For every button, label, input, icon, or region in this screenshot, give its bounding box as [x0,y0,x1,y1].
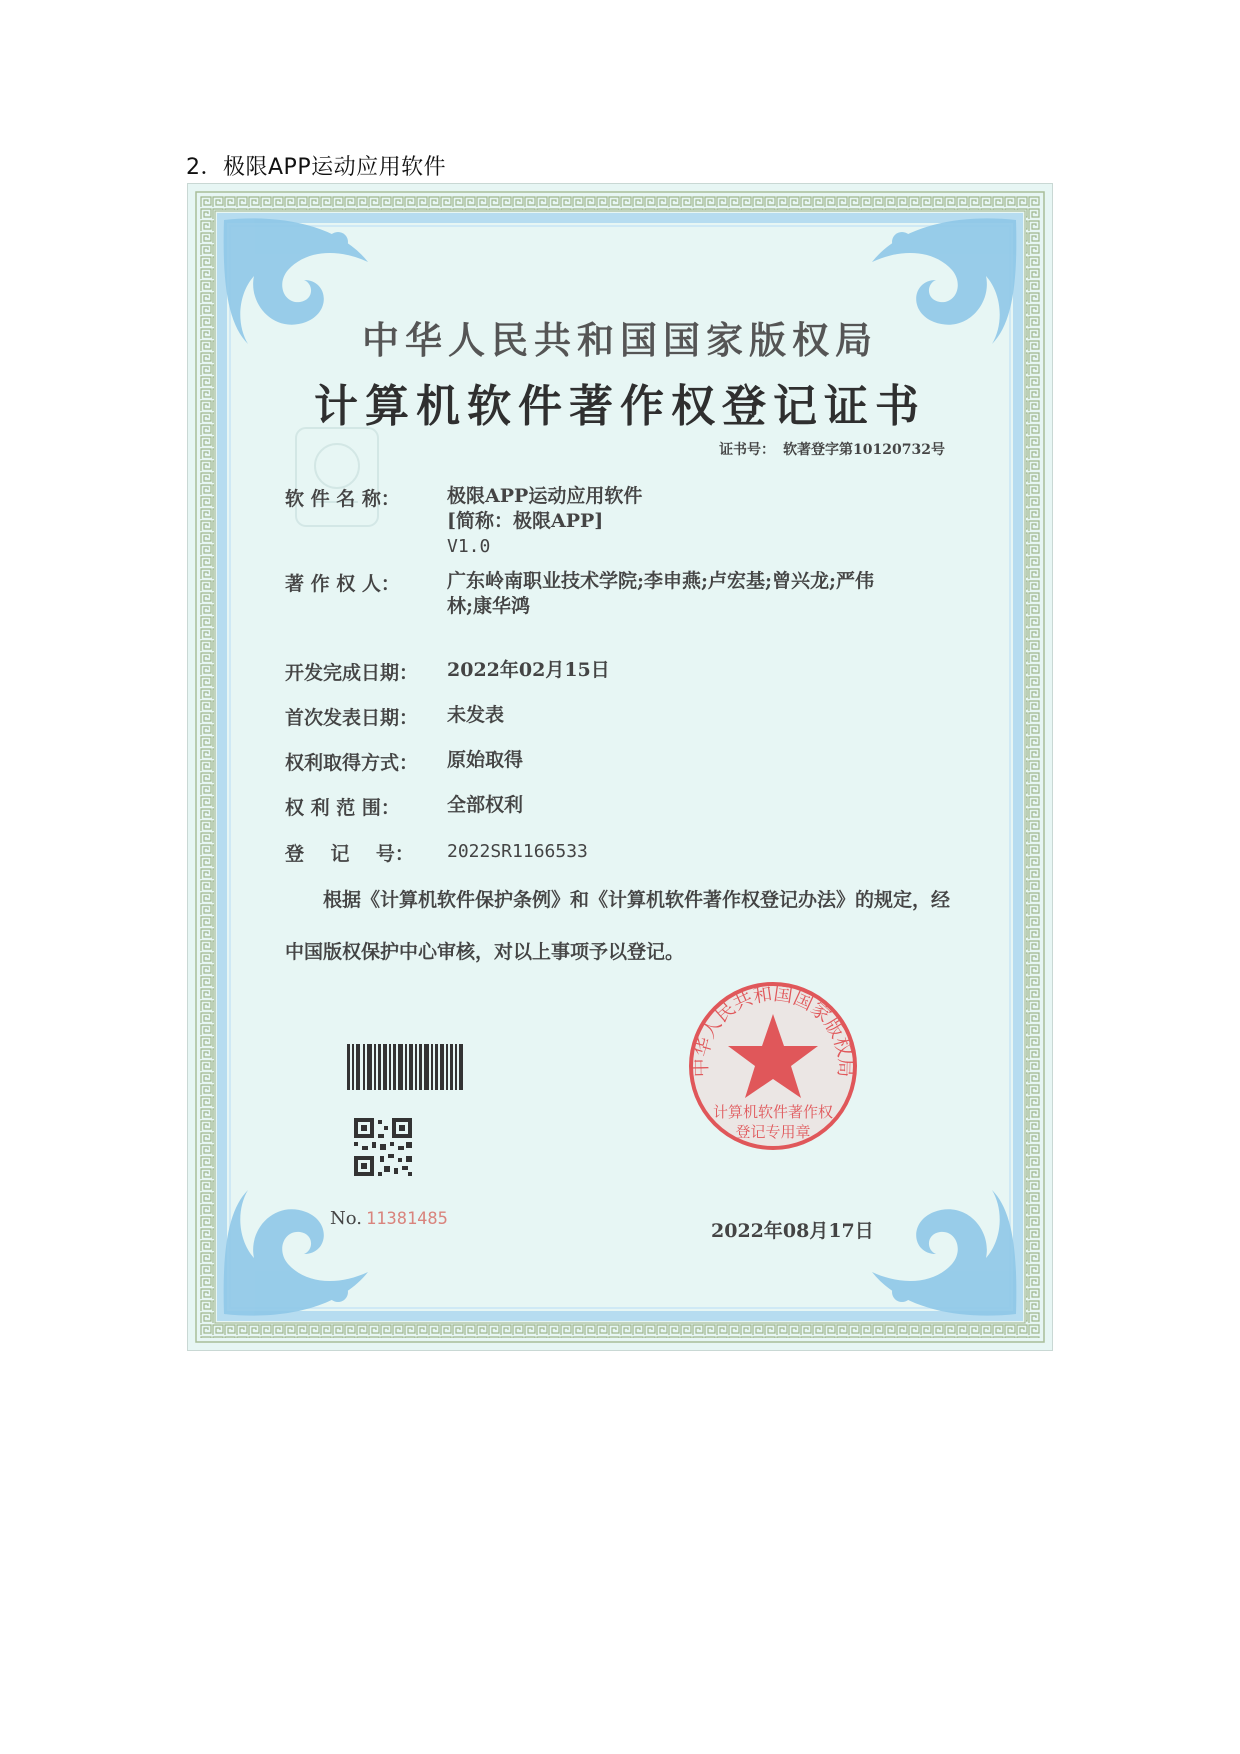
official-seal-icon [690,983,856,1148]
registration-number-label: 登 记 号： [285,843,414,865]
seal-line1: 计算机软件著作权 [712,1103,834,1121]
owner-line2: 林;康华鸿 [447,595,531,617]
barcode-icon [347,1044,463,1090]
owner-label: 著 作 权 人： [285,573,400,595]
certificate-number-value: 软著登字第10120732号 [783,442,945,458]
pub-date-value: 未发表 [447,704,505,726]
owner-value [447,569,874,619]
acquisition-label: 权利取得方式： [285,752,419,774]
dev-date-value: 2022年02月15日 [447,659,610,681]
certificate [188,184,1052,1350]
scope-value: 全部权利 [447,794,524,816]
seal-line2: 登记专用章 [735,1123,811,1141]
owner-line1: 广东岭南职业技术学院;李申燕;卢宏基;曾兴龙;严伟 [447,570,875,592]
serial-number-value: 11381485 [366,1209,448,1229]
seal-arc-text: 中华人民共和国国家版权局 [689,982,857,1078]
watermark-emblem [296,428,378,526]
issuing-authority: 中华人民共和国国家版权局 [362,318,878,362]
software-short-name: [简称：极限APP] [447,510,604,532]
software-name-value [447,484,642,559]
scope-label: 权 利 范 围： [285,797,400,819]
software-version: V1.0 [447,536,491,557]
software-name-label: 软 件 名 称： [285,488,400,510]
acquisition-value: 原始取得 [447,749,524,771]
qr-code-icon [354,1118,412,1176]
issue-date: 2022年08月17日 [711,1220,874,1242]
software-name: 极限APP运动应用软件 [447,485,643,507]
registration-statement: 根据《计算机软件保护条例》和《计算机软件著作权登记办法》的规定，经中国版权保护中心审核，对以上事项予以登记。 [285,889,951,963]
certificate-number-label: 证书号： [719,442,776,458]
pub-date-label: 首次发表日期： [285,707,419,729]
certificate-number [719,439,945,459]
serial-number [330,1208,448,1229]
serial-number-label: No. [330,1208,362,1229]
corner-ornament-bottom-right [872,1190,1016,1316]
page-heading: 2．极限APP运动应用软件 [186,155,447,180]
dev-date-label: 开发完成日期： [285,662,419,684]
certificate-title: 计算机软件著作权登记证书 [314,381,926,432]
registration-number-value: 2022SR1166533 [447,841,588,862]
